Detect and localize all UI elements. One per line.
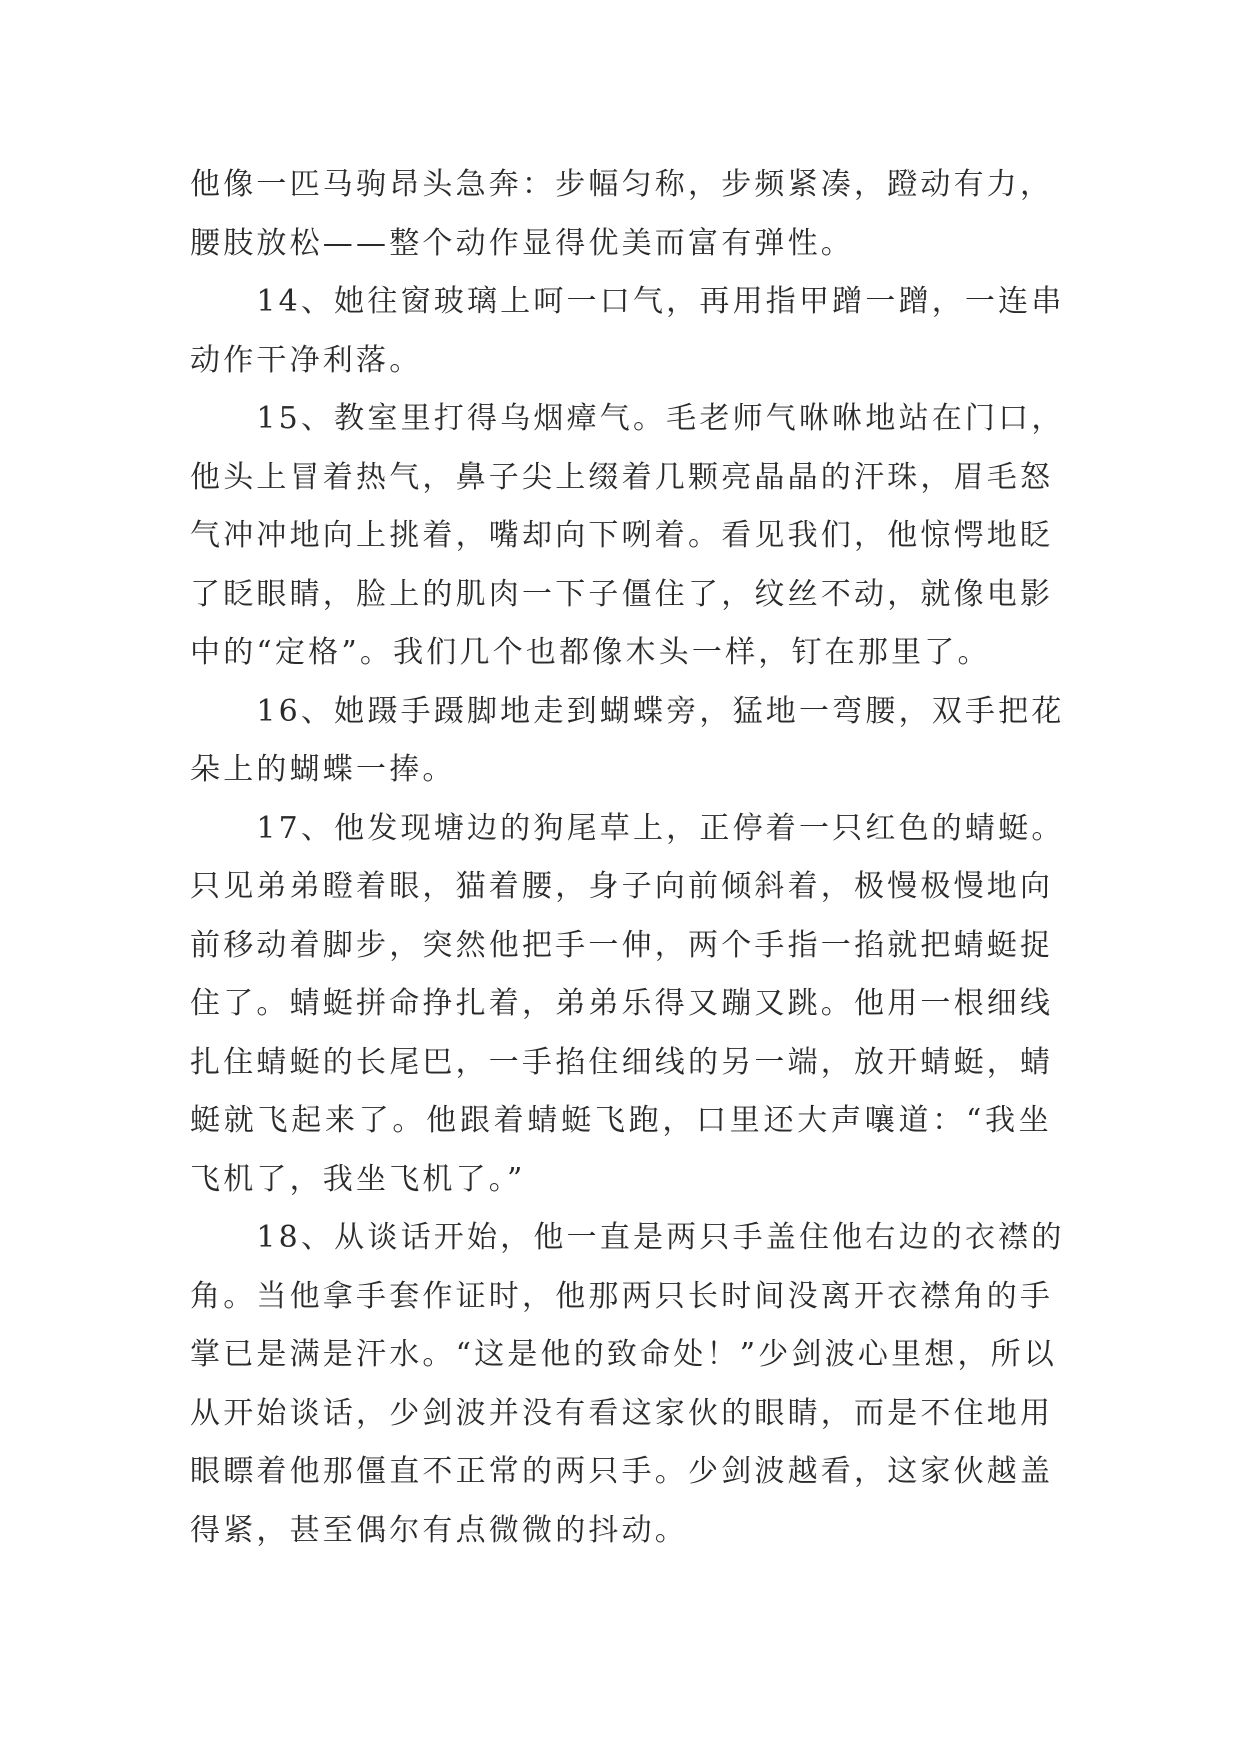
text-line: 蜓就飞起来了。他跟着蜻蜓飞跑，口里还大声嚷道：“我坐 [190,1103,1052,1138]
text-line: 17、他发现塘边的狗尾草上，正停着一只红色的蜻蜓。 [190,810,1065,846]
text-line: 飞机了，我坐飞机了。” [190,1161,526,1197]
text-line: 15、教室里打得乌烟瘴气。毛老师气咻咻地站在门口， [190,401,1065,436]
text-line: 14、她往窗玻璃上呵一口气，再用指甲蹭一蹭，一连串 [190,284,1065,319]
text-line: 他头上冒着热气，鼻子尖上缀着几颗亮晶晶的汗珠，眉毛怒 [190,459,1054,495]
body-text [190,156,1065,1560]
text-line: 角。当他拿手套作证时，他那两只长时间没离开衣襟角的手 [190,1278,1054,1314]
text-line: 只见弟弟瞪着眼，猫着腰，身子向前倾斜着，极慢极慢地向 [190,869,1054,904]
text-line: 朵上的蝴蝶一捧。 [190,752,456,787]
paragraph [190,1209,1065,1560]
text-line: 了眨眼睛，脸上的肌肉一下子僵住了，纹丝不动，就像电影 [190,576,1054,612]
text-line: 得紧，甚至偶尔有点微微的抖动。 [190,1512,688,1548]
paragraph [190,273,1065,390]
text-line: 16、她蹑手蹑脚地走到蝴蝶旁，猛地一弯腰，双手把花 [190,693,1065,729]
paragraph [190,156,1052,273]
text-line: 中的“定格”。我们几个也都像木头一样，钉在那里了。 [190,635,991,670]
paragraph [190,683,1065,800]
text-line: 前移动着脚步，突然他把手一伸，两个手指一掐就把蜻蜓捉 [190,927,1054,963]
text-line: 腰肢放松——整个动作显得优美而富有弹性。 [190,225,854,261]
text-line: 他像一匹马驹昂头急奔：步幅匀称，步频紧凑，蹬动有力， [190,167,1054,202]
paragraph [190,800,1065,1210]
text-line: 18、从谈话开始，他一直是两只手盖住他右边的衣襟的 [190,1220,1065,1255]
paragraph [190,390,1065,683]
text-line: 动作干净利落。 [190,342,423,378]
text-line: 气冲冲地向上挑着，嘴却向下咧着。看见我们，他惊愕地眨 [190,518,1054,553]
text-line: 住了。蜻蜓拼命挣扎着，弟弟乐得又蹦又跳。他用一根细线 [190,986,1054,1021]
text-line: 扎住蜻蜓的长尾巴，一手掐住细线的另一端，放开蜻蜓，蜻 [190,1044,1054,1080]
text-line: 掌已是满是汗水。“这是他的致命处！”少剑波心里想，所以 [190,1337,1058,1372]
text-line: 眼瞟着他那僵直不正常的两只手。少剑波越看，这家伙越盖 [190,1454,1054,1489]
text-line: 从开始谈话，少剑波并没有看这家伙的眼睛，而是不住地用 [190,1395,1054,1431]
